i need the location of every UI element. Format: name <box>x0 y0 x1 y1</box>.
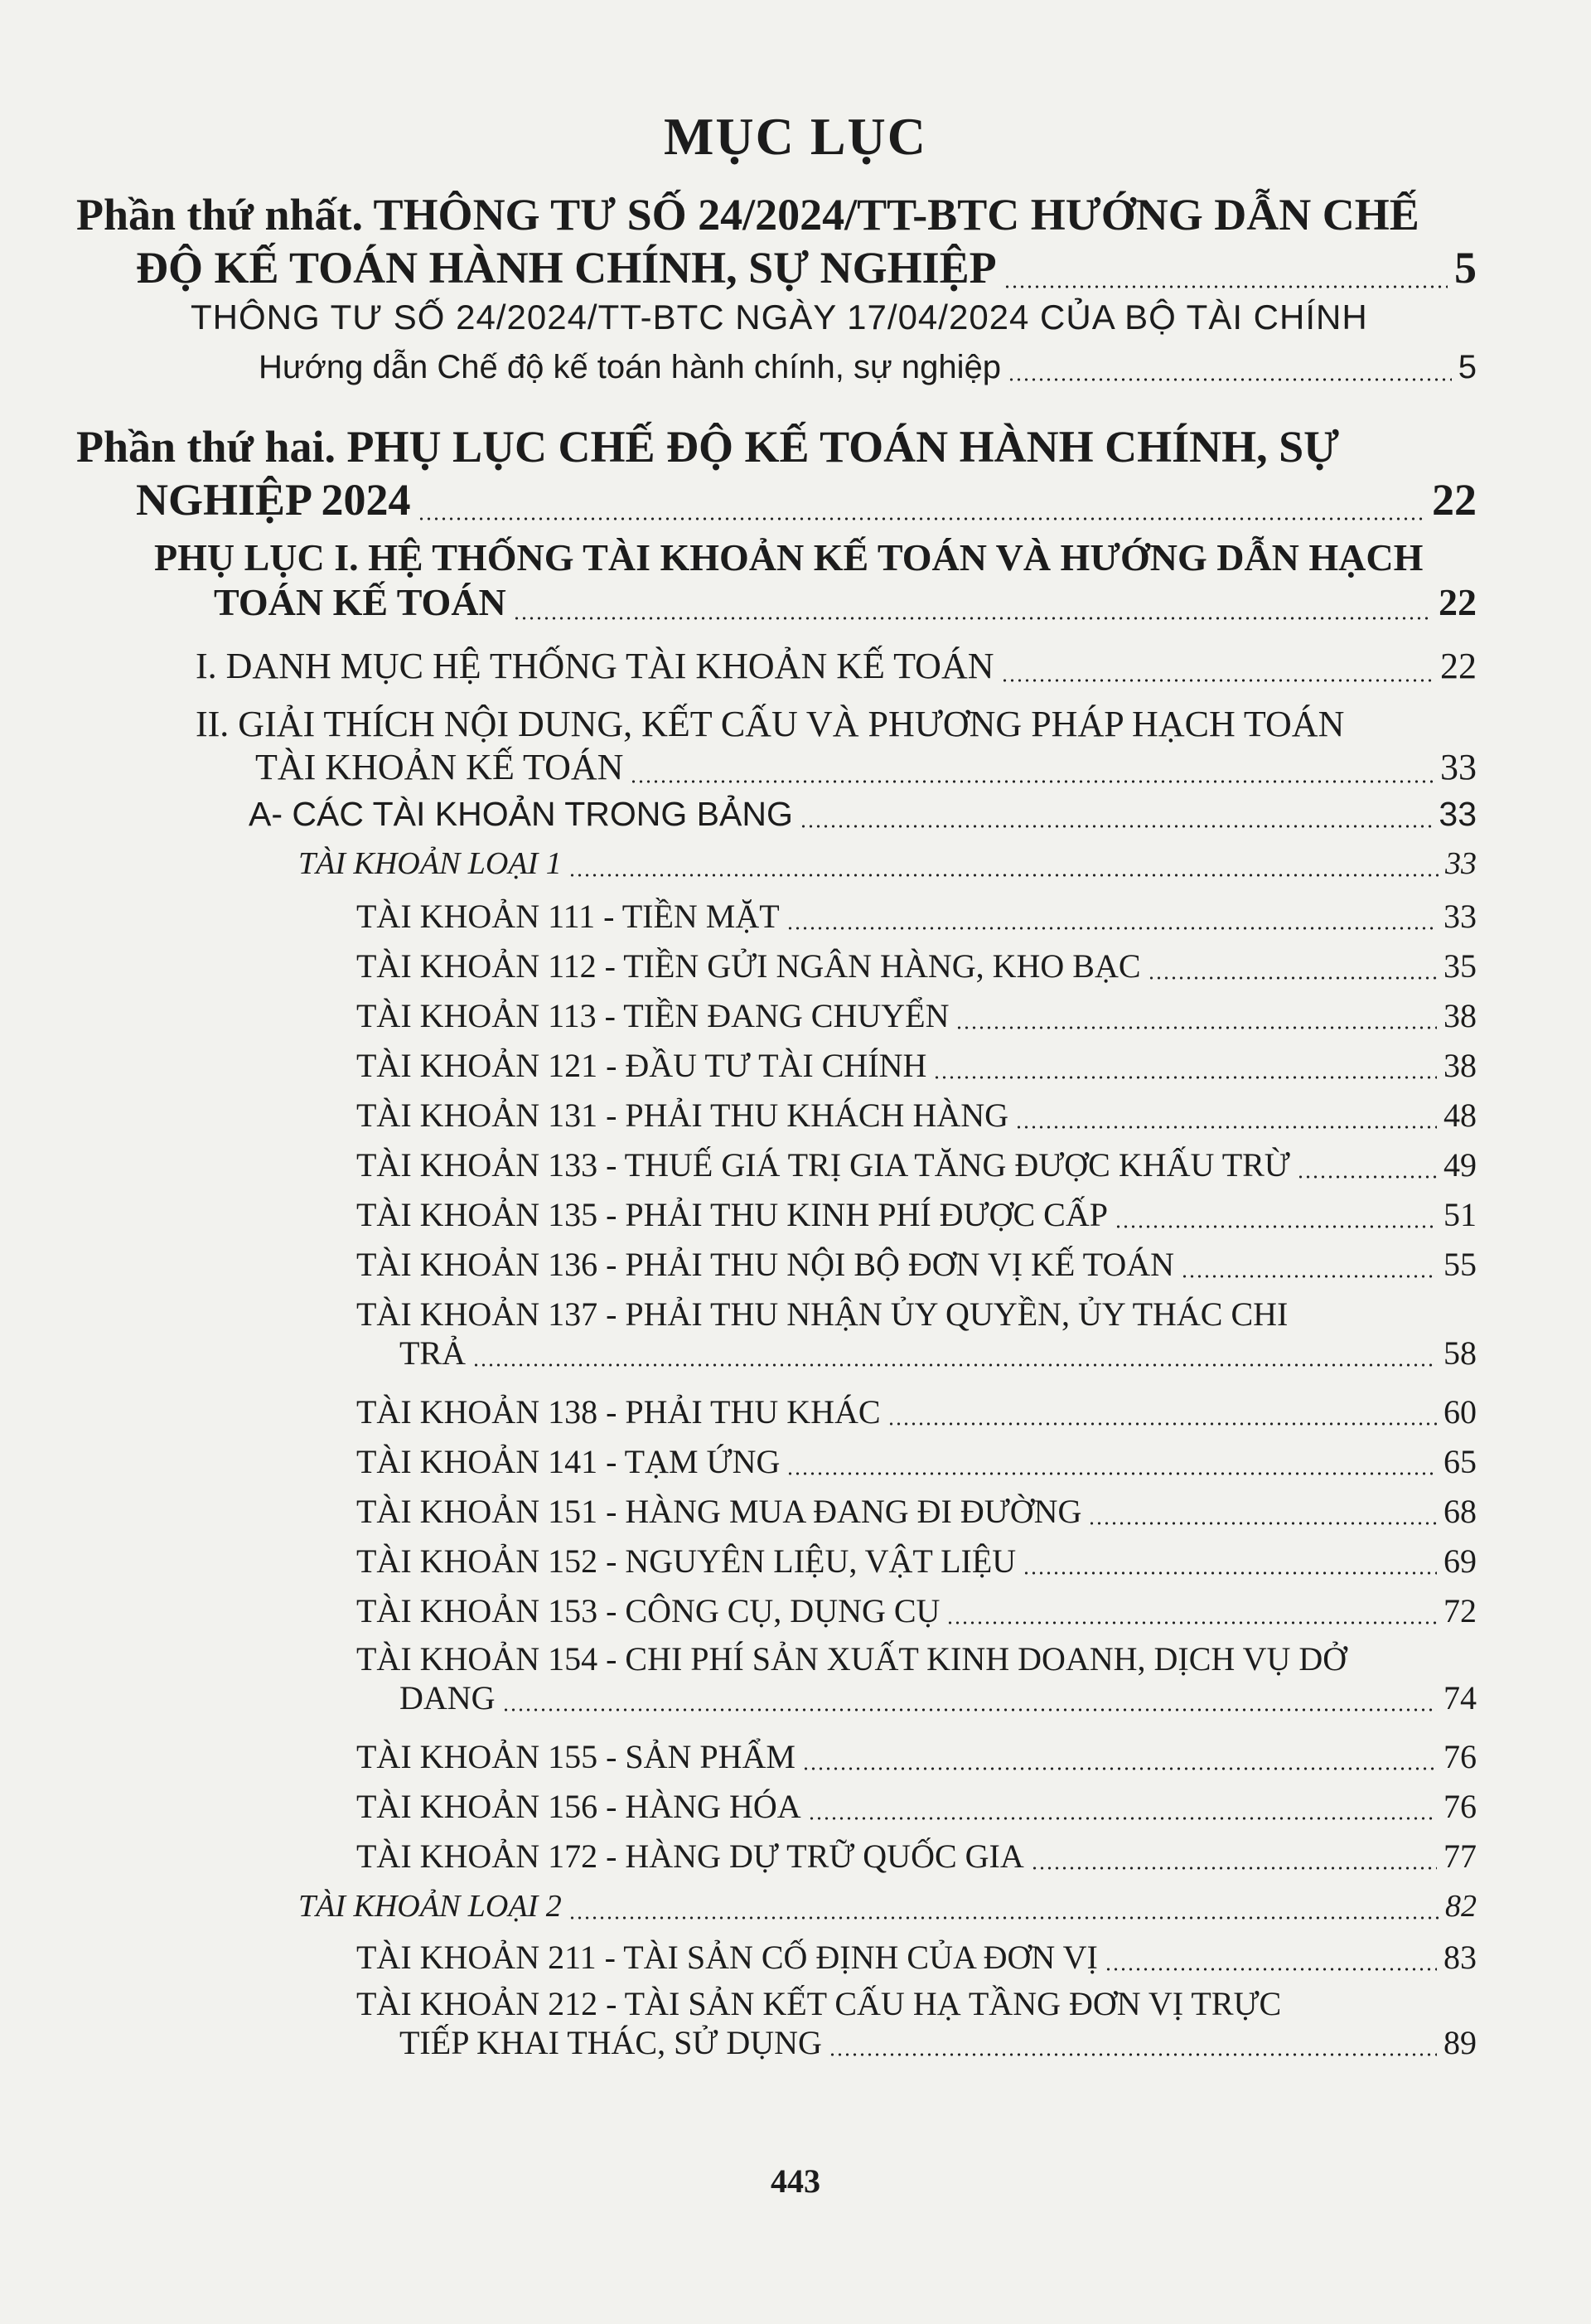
toc-entry <box>298 1888 1477 1925</box>
dot-leader <box>1115 1196 1437 1229</box>
toc-page-number: 83 <box>1444 1939 1477 1976</box>
toc-page-number: 22 <box>1432 474 1477 525</box>
dot-leader <box>1297 1146 1437 1179</box>
dot-leader <box>513 583 1432 621</box>
toc-page-number: 22 <box>1440 646 1477 686</box>
toc-entry-text: TÀI KHOẢN 154 - CHI PHÍ SẢN XUẤT KINH DOANH, DỊCH VỤ DỞ <box>356 1640 1347 1678</box>
toc-entry-text: II. GIẢI THÍCH NỘI DUNG, KẾT CẤU VÀ PHƯƠNG PHÁP HẠCH TOÁN <box>196 704 1345 744</box>
dot-leader <box>472 1334 1437 1368</box>
toc-entry-lines <box>356 1984 1444 2062</box>
toc-entry-line-last <box>356 2023 1444 2062</box>
toc-entry-line <box>154 535 1439 580</box>
toc-page-number: 5 <box>1454 242 1477 293</box>
toc-entry-line-last <box>356 1678 1444 1717</box>
toc-entry <box>76 421 1477 526</box>
dot-leader <box>1001 646 1434 683</box>
toc-entry-text: Hướng dẫn Chế độ kế toán hành chính, sự nghiệp <box>259 349 1001 385</box>
toc-entry-text: TÀI KHOẢN 113 - TIỀN ĐANG CHUYỂN <box>356 997 950 1034</box>
toc-page-number: 38 <box>1444 997 1477 1034</box>
toc-entry-text: TÀI KHOẢN 212 - TÀI SẢN KẾT CẤU HẠ TẦNG ĐƠN VỊ TRỰC <box>356 1985 1282 2022</box>
toc-entry-text: ĐỘ KẾ TOÁN HÀNH CHÍNH, SỰ NGHIỆP <box>136 242 997 293</box>
toc-entry <box>356 996 1477 1035</box>
toc-entry-text: TÀI KHOẢN 211 - TÀI SẢN CỐ ĐỊNH CỦA ĐƠN VỊ <box>356 1939 1098 1976</box>
toc-entry <box>356 1096 1477 1135</box>
toc-entry-line-last <box>76 242 1454 295</box>
toc-page-number: 33 <box>1439 795 1477 833</box>
toc-entry <box>191 297 1477 338</box>
dot-leader <box>1105 1939 1437 1972</box>
toc-page-number: 35 <box>1444 947 1477 985</box>
toc-entry-text: I. DANH MỤC HỆ THỐNG TÀI KHOẢN KẾ TOÁN <box>196 646 994 686</box>
toc-entry <box>356 1984 1477 2062</box>
dot-leader <box>802 1738 1437 1771</box>
toc-entry-lines <box>154 535 1439 626</box>
toc-entry-text: TÀI KHOẢN 136 - PHẢI THU NỘI BỘ ĐƠN VỊ KẾ TOÁN <box>356 1246 1174 1283</box>
toc-entry <box>356 1639 1477 1717</box>
toc-entry-line <box>76 189 1454 242</box>
toc-entry-text: TÀI KHOẢN 131 - PHẢI THU KHÁCH HÀNG <box>356 1097 1008 1134</box>
toc-entry-text: TÀI KHOẢN 151 - HÀNG MUA ĐANG ĐI ĐƯỜNG <box>356 1493 1082 1530</box>
toc-entry-text: NGHIỆP 2024 <box>136 474 411 525</box>
toc-entry-text: DANG <box>399 1679 496 1717</box>
toc-entry-text: TÀI KHOẢN LOẠI 2 <box>298 1889 562 1924</box>
toc-entry-text: TÀI KHOẢN 172 - HÀNG DỰ TRỮ QUỐC GIA <box>356 1837 1024 1875</box>
toc-page-number: 65 <box>1444 1443 1477 1480</box>
toc-page-number: 51 <box>1444 1196 1477 1233</box>
toc-entry <box>356 1591 1477 1630</box>
toc-page-number: 49 <box>1444 1146 1477 1184</box>
toc-entry <box>356 1492 1477 1531</box>
toc-page-number: 77 <box>1444 1837 1477 1875</box>
toc-entry-text: TÀI KHOẢN 121 - ĐẦU TƯ TÀI CHÍNH <box>356 1047 927 1084</box>
dot-leader <box>502 1679 1437 1712</box>
toc-entry-text: TÀI KHOẢN 111 - TIỀN MẶT <box>356 898 780 935</box>
toc-entry <box>196 703 1477 789</box>
toc-page-number: 55 <box>1444 1246 1477 1283</box>
toc-entry <box>249 794 1477 834</box>
toc-entry-line-last <box>76 474 1432 527</box>
toc-entry-text: TÀI KHOẢN LOẠI 1 <box>298 846 562 881</box>
dot-leader <box>1003 245 1448 289</box>
toc-entry-text: TÀI KHOẢN 137 - PHẢI THU NHẬN ỦY QUYỀN, ỦY THÁC CHI <box>356 1295 1289 1333</box>
toc-entry-line <box>356 1984 1444 2023</box>
toc-page-number: 82 <box>1445 1889 1477 1924</box>
dot-leader <box>946 1592 1437 1625</box>
toc-entry <box>356 1145 1477 1184</box>
toc-page-number: 76 <box>1444 1738 1477 1775</box>
toc-entry-text: TÀI KHOẢN KẾ TOÁN <box>255 746 624 787</box>
toc-page-number: 68 <box>1444 1493 1477 1530</box>
toc-entry-lines <box>356 1295 1444 1373</box>
toc-page-number: 5 <box>1458 349 1477 385</box>
toc-page-number: 33 <box>1444 898 1477 935</box>
toc-page-number: 72 <box>1444 1592 1477 1629</box>
toc-entry-text: TÀI KHOẢN 153 - CÔNG CỤ, DỤNG CỤ <box>356 1592 941 1629</box>
toc-entry <box>356 1938 1477 1977</box>
dot-leader <box>418 477 1425 521</box>
dot-leader <box>786 1443 1437 1476</box>
toc-entry <box>356 1195 1477 1234</box>
toc-entry-text: THÔNG TƯ SỐ 24/2024/TT-BTC NGÀY 17/04/2024 CỦA BỘ TÀI CHÍNH <box>191 298 1368 336</box>
toc-entry <box>356 1542 1477 1581</box>
toc-entry <box>356 1837 1477 1876</box>
dot-leader <box>1181 1246 1437 1279</box>
toc-entry-text: TOÁN KẾ TOÁN <box>214 581 506 624</box>
toc-entry-lines <box>76 189 1454 294</box>
toc-entry-text: TÀI KHOẢN 133 - THUẾ GIÁ TRỊ GIA TĂNG ĐƯỢC KHẤU TRỪ <box>356 1146 1290 1184</box>
toc-entry-line-last <box>356 1334 1444 1373</box>
toc-entry-text: TÀI KHOẢN 112 - TIỀN GỬI NGÂN HÀNG, KHO BẠC <box>356 947 1141 985</box>
toc-page-number: 33 <box>1440 746 1477 787</box>
toc-page-number: 69 <box>1444 1542 1477 1580</box>
toc-entry <box>298 845 1477 883</box>
dot-leader <box>887 1393 1437 1426</box>
dot-leader <box>955 997 1437 1030</box>
toc-entry <box>356 1245 1477 1284</box>
toc-entry-text: TÀI KHOẢN 135 - PHẢI THU KINH PHÍ ĐƯỢC CẤP <box>356 1196 1108 1233</box>
page-number: 443 <box>771 2162 820 2200</box>
toc-entry <box>356 1046 1477 1085</box>
toc-entry <box>356 1787 1477 1826</box>
dot-leader <box>630 748 1434 784</box>
dot-leader <box>568 846 1439 878</box>
toc-entry <box>76 189 1477 294</box>
toc-entry <box>259 348 1477 387</box>
toc-entry-text: TÀI KHOẢN 141 - TẠM ỨNG <box>356 1443 781 1480</box>
toc-page-number: 89 <box>1444 2024 1477 2062</box>
dot-leader <box>829 2024 1437 2057</box>
toc-entry <box>356 1737 1477 1776</box>
toc-page-number: 38 <box>1444 1047 1477 1084</box>
toc-entry-text: TRẢ <box>399 1334 466 1373</box>
dot-leader <box>1008 349 1452 382</box>
dot-leader <box>1088 1493 1437 1526</box>
dot-leader <box>808 1788 1437 1821</box>
toc-entry <box>356 1295 1477 1373</box>
dot-leader <box>1031 1837 1437 1871</box>
toc-page-number: 60 <box>1444 1393 1477 1431</box>
dot-leader <box>1148 947 1437 980</box>
toc-entry-lines <box>356 1639 1444 1717</box>
toc-entry-line <box>196 703 1440 746</box>
toc-entry <box>356 897 1477 936</box>
toc-entry-line <box>356 1639 1444 1678</box>
toc-entry-text: A- CÁC TÀI KHOẢN TRONG BẢNG <box>249 795 793 833</box>
toc-page-number: 22 <box>1439 581 1477 624</box>
dot-leader <box>568 1889 1439 1920</box>
toc-entry-text: TÀI KHOẢN 156 - HÀNG HÓA <box>356 1788 801 1825</box>
toc-entry <box>196 645 1477 688</box>
toc-entry <box>154 535 1477 626</box>
toc-entry-line <box>356 1295 1444 1334</box>
dot-leader <box>1023 1542 1437 1576</box>
toc-entry-line-last <box>154 580 1439 625</box>
toc-entry-text: TIẾP KHAI THÁC, SỬ DỤNG <box>399 2024 822 2062</box>
toc-page-number: 48 <box>1444 1097 1477 1134</box>
toc-entry-text: TÀI KHOẢN 138 - PHẢI THU KHÁC <box>356 1393 881 1431</box>
toc-entry-text: PHỤ LỤC I. HỆ THỐNG TÀI KHOẢN KẾ TOÁN VÀ HƯỚNG DẪN HẠCH <box>154 536 1424 579</box>
dot-leader <box>786 898 1437 931</box>
toc-entry <box>356 947 1477 985</box>
toc-page-number: 58 <box>1444 1334 1477 1373</box>
toc-entry-lines <box>76 421 1432 526</box>
toc-entry-line-last <box>196 746 1440 789</box>
toc-entry-text: TÀI KHOẢN 155 - SẢN PHẨM <box>356 1738 796 1775</box>
toc-entry-line <box>76 421 1432 474</box>
page-title: MỤC LỤC <box>664 107 927 166</box>
toc-entry <box>356 1442 1477 1481</box>
toc-entry-lines <box>196 703 1440 789</box>
toc-entry-text: Phần thứ nhất. THÔNG TƯ SỐ 24/2024/TT-BTC HƯỚNG DẪN CHẾ <box>76 190 1419 240</box>
toc-entry-text: TÀI KHOẢN 152 - NGUYÊN LIỆU, VẬT LIỆU <box>356 1542 1017 1580</box>
toc-page-number: 76 <box>1444 1788 1477 1825</box>
dot-leader <box>1015 1097 1437 1130</box>
dot-leader <box>800 795 1433 829</box>
toc-entry <box>356 1392 1477 1431</box>
toc-entry-text: Phần thứ hai. PHỤ LỤC CHẾ ĐỘ KẾ TOÁN HÀNH CHÍNH, SỰ <box>76 422 1340 472</box>
toc-page-number: 74 <box>1444 1679 1477 1717</box>
dot-leader <box>933 1047 1437 1080</box>
toc-page-number: 33 <box>1445 846 1477 881</box>
